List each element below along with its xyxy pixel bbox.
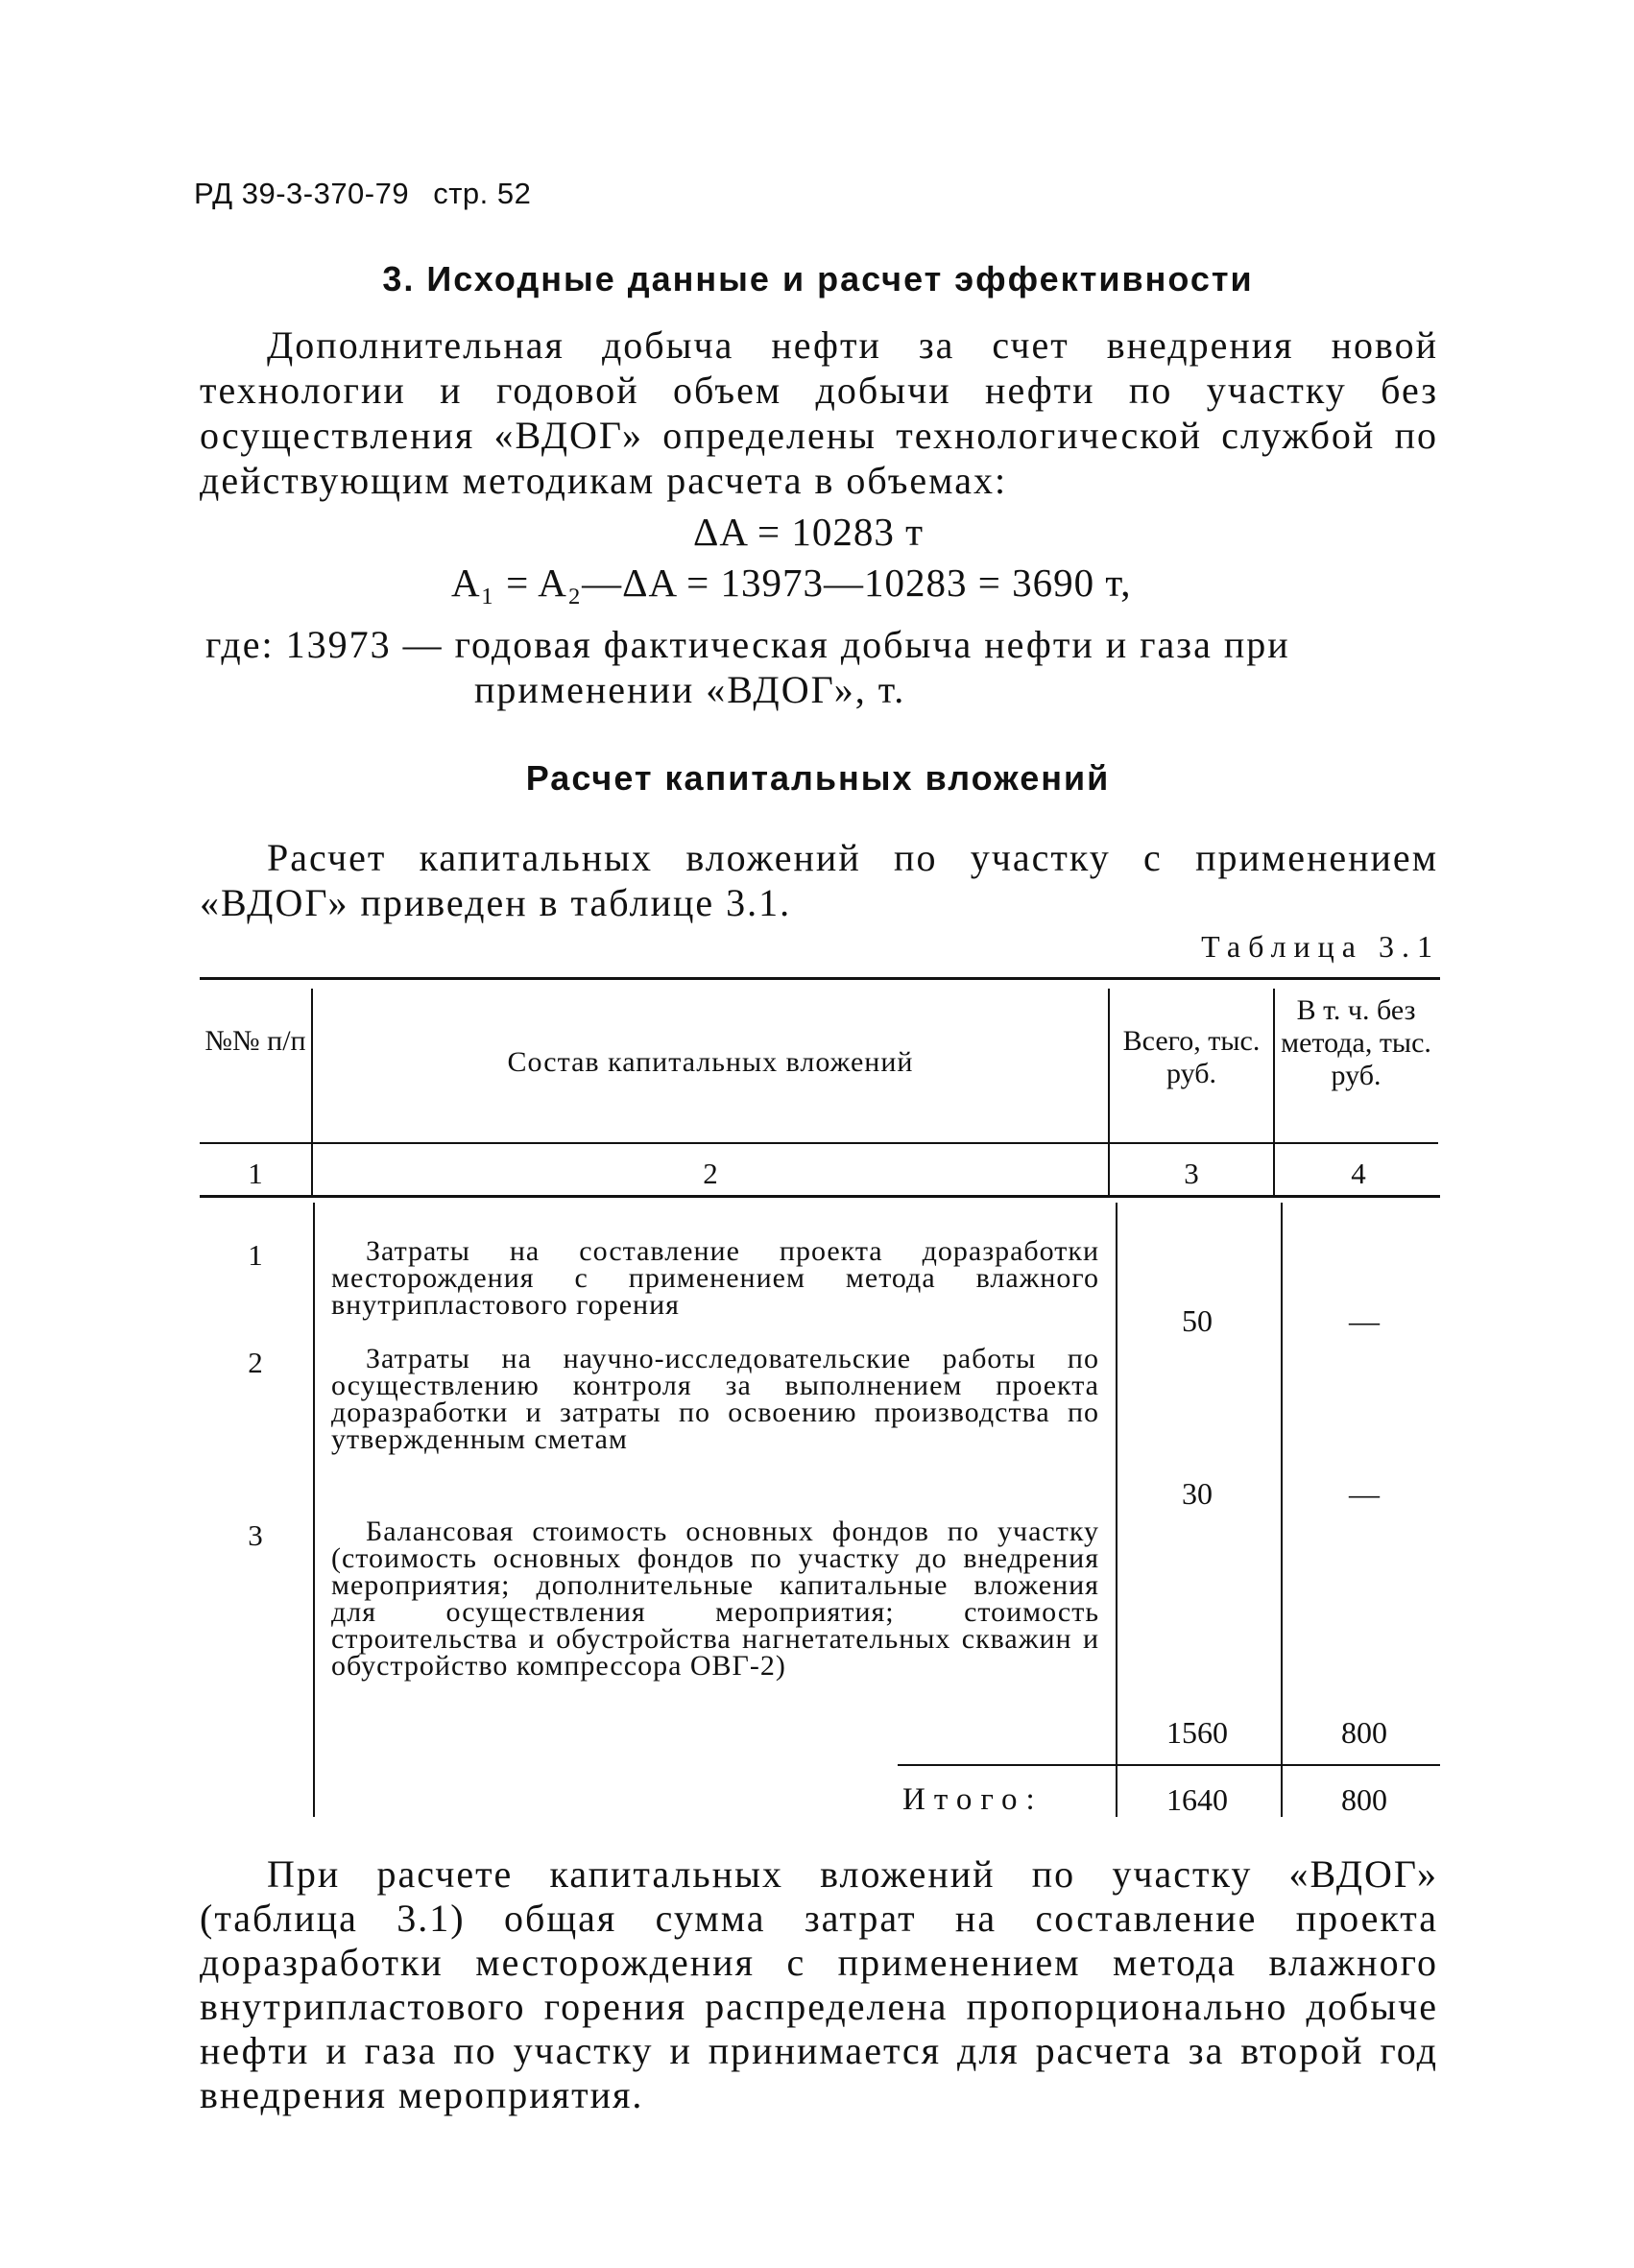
where-note xyxy=(205,622,1444,712)
total-label: Итого: xyxy=(902,1782,1044,1817)
formula-delta-a: ΔA = 10283 т xyxy=(693,510,925,554)
section-title: 3. Исходные данные и расчет эффективности xyxy=(382,259,1254,298)
row-1-text xyxy=(331,1235,1099,1321)
column-number-2: 2 xyxy=(703,1157,718,1190)
header-composition: Состав капитальных вложений xyxy=(507,1046,914,1078)
total-value: 1640 xyxy=(1166,1782,1228,1817)
row-1-description: Затраты на составление проекта доразработки месторождения с применением метода влажного внутрипластового горения xyxy=(331,1235,1099,1321)
total-without-method: 800 xyxy=(1341,1782,1387,1817)
column-number-3: 3 xyxy=(1184,1157,1199,1190)
row-2-without-method: — xyxy=(1349,1476,1380,1511)
intro-paragraph: Дополнительная добыча нефти за счет внедрения новой технологии и годовой объем добычи нефти по участку без осуществления «ВДОГ» определены технологической службой по действующим методикам расчета в объемах: xyxy=(200,323,1438,502)
column-numbers-rule xyxy=(200,1195,1440,1198)
row-1-without-method: — xyxy=(1349,1303,1380,1338)
page-header xyxy=(194,177,531,211)
row-3-text xyxy=(331,1518,1099,1680)
header-without-method: В т. ч. без метода, тыс. руб. xyxy=(1281,994,1431,1091)
where-continuation: применении «ВДОГ», т. xyxy=(474,668,906,711)
subsection-title: Расчет капитальных вложений xyxy=(525,758,1111,798)
row-2-description: Затраты на научно-исследовательские работы по осуществлению контроля за выполнением проекта доразработки и затраты по освоению производства по утвержденным сметам xyxy=(331,1343,1099,1455)
header-divider-3 xyxy=(1273,989,1275,1195)
row-3-description: Балансовая стоимость основных фондов по участку (стоимость основных фондов по участку до внедрения мероприятия; дополнительные капитальные вложения для осуществления мероприятия; стоимость строительства и обустройства нагнетательных скважин и обустройство компрессора ОВГ-2) xyxy=(331,1516,1099,1682)
header-number: №№ п/п xyxy=(204,1025,306,1057)
row-1-total: 50 xyxy=(1182,1303,1213,1338)
conclusion-paragraph: При расчете капитальных вложений по участку «ВДОГ» (таблица 3.1) общая сумма затрат на составление проекта доразработки месторождения с применением метода влажного внутрипластового горения распределена пропорционально добыче нефти и газа по участку и принимается для расчета за второй год внедрения мероприятия. xyxy=(200,1852,1438,2116)
row-2-text xyxy=(331,1343,1099,1455)
row-3-total: 1560 xyxy=(1166,1715,1228,1750)
where-text: где: 13973 — годовая фактическая добыча нефти и газа при xyxy=(205,623,1290,666)
total-rule xyxy=(898,1764,1440,1766)
table-intro-paragraph: Расчет капитальных вложений по участку с применением «ВДОГ» приведен в таблице 3.1. xyxy=(200,836,1438,924)
table-top-rule xyxy=(200,977,1440,980)
column-number-1: 1 xyxy=(248,1157,263,1190)
document-code: РД 39-3-370-79 xyxy=(194,177,410,210)
row-3-without-method: 800 xyxy=(1341,1715,1387,1750)
row-1-number: 1 xyxy=(248,1238,263,1272)
column-number-4: 4 xyxy=(1351,1157,1366,1190)
row-3-number: 3 xyxy=(248,1518,263,1552)
row-2-total: 30 xyxy=(1182,1476,1213,1511)
page-number: стр. 52 xyxy=(433,177,532,210)
body-divider-1 xyxy=(313,1203,315,1817)
formula-a1: A₁ = A₂—ΔA = 13973—10283 = 3690 т, xyxy=(451,561,1132,605)
table-caption: Таблица 3.1 xyxy=(1201,929,1440,964)
header-total: Всего, тыс. руб. xyxy=(1122,1025,1261,1089)
header-bottom-rule xyxy=(200,1142,1438,1144)
row-2-number: 2 xyxy=(248,1346,263,1379)
